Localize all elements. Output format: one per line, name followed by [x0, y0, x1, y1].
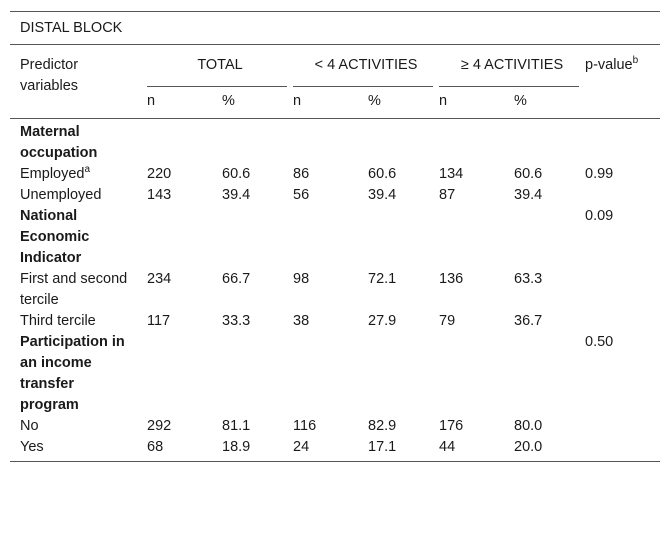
cell-lt4-n: 98 [293, 271, 310, 287]
cell-pvalue: 0.99 [585, 166, 614, 182]
header-predictor [10, 45, 147, 118]
row-label-cell [10, 269, 147, 311]
cell-ge4-n: 134 [439, 166, 464, 182]
row-label-cell [10, 437, 147, 461]
header-row-groups [10, 45, 660, 87]
table-body [10, 119, 660, 462]
table-row [10, 311, 660, 332]
header-lt4-n: n [293, 93, 302, 109]
row-label-cell [10, 416, 147, 437]
section-title: Maternal occupation [20, 124, 98, 161]
data-table [10, 11, 660, 462]
table-caption: DISTAL BLOCK [10, 12, 660, 45]
cell-total-n: 143 [147, 187, 172, 203]
header-lt4-underline [293, 76, 433, 87]
cell-lt4-n: 116 [293, 418, 317, 434]
cell-total-n: 234 [147, 271, 172, 287]
cell-lt4-n: 86 [293, 166, 310, 182]
header-total-underline [147, 76, 287, 87]
cell-total-n: 68 [147, 439, 164, 455]
cell-total-pct: 81.1 [222, 418, 251, 434]
section-row [10, 119, 660, 165]
header-total-n: n [147, 93, 156, 109]
cell-total-n: 117 [147, 313, 171, 329]
table-grid [10, 45, 660, 461]
cell-lt4-pct: 39.4 [368, 187, 397, 203]
section-row [10, 206, 660, 269]
row-label: First and second tercile [20, 271, 128, 308]
section-row [10, 332, 660, 416]
header-predictor-label: Predictor variables [20, 57, 79, 94]
cell-lt4-pct: 72.1 [368, 271, 397, 287]
cell-lt4-n: 38 [293, 313, 310, 329]
cell-lt4-pct: 82.9 [368, 418, 397, 434]
section-title: National Economic Indicator [20, 208, 90, 266]
section-spacer [147, 119, 585, 165]
header-ge4-n: n [439, 93, 448, 109]
cell-total-pct: 60.6 [222, 166, 251, 182]
cell-ge4-n: 87 [439, 187, 456, 203]
header-ge4-underline [439, 76, 579, 87]
cell-lt4-pct: 60.6 [368, 166, 397, 182]
cell-ge4-n: 79 [439, 313, 456, 329]
cell-ge4-pct: 63.3 [514, 271, 543, 287]
section-pvalue: 0.50 [585, 334, 614, 350]
cell-pvalue [585, 185, 660, 206]
cell-total-pct: 18.9 [222, 439, 251, 455]
header-total-pct: % [222, 93, 235, 109]
cell-total-n: 292 [147, 418, 172, 434]
table-row [10, 416, 660, 437]
cell-lt4-pct: 27.9 [368, 313, 397, 329]
table-row [10, 185, 660, 206]
table-row [10, 164, 660, 185]
cell-pvalue [585, 269, 660, 311]
section-pvalue: 0.09 [585, 208, 614, 224]
section-spacer [147, 206, 585, 269]
header-ge4 [439, 45, 585, 87]
row-label: Third tercile [20, 313, 96, 329]
cell-ge4-n: 176 [439, 418, 464, 434]
header-ge4-label: ≥ 4 ACTIVITIES [460, 57, 564, 73]
row-label: Yes [20, 439, 44, 455]
header-total-label: TOTAL [197, 57, 243, 73]
cell-ge4-n: 44 [439, 439, 456, 455]
row-label-cell [10, 164, 147, 185]
header-pvalue-label: p-value [585, 57, 633, 73]
table-row [10, 269, 660, 311]
table-row [10, 437, 660, 461]
row-label-cell [10, 311, 147, 332]
header-total [147, 45, 293, 87]
cell-lt4-n: 24 [293, 439, 310, 455]
section-pvalue [585, 119, 660, 165]
row-label: No [20, 418, 39, 434]
section-spacer [147, 332, 585, 416]
header-pvalue [585, 45, 660, 118]
row-label-footnote: a [84, 164, 91, 176]
cell-ge4-n: 136 [439, 271, 464, 287]
row-label-cell [10, 185, 147, 206]
cell-ge4-pct: 36.7 [514, 313, 543, 329]
header-ge4-pct: % [514, 93, 527, 109]
cell-pvalue [585, 437, 660, 461]
section-title: Participation in an income transfer program [20, 334, 125, 413]
cell-pvalue [585, 416, 660, 437]
cell-pvalue [585, 311, 660, 332]
header-lt4-label: < 4 ACTIVITIES [314, 57, 418, 73]
cell-total-pct: 66.7 [222, 271, 251, 287]
cell-ge4-pct: 80.0 [514, 418, 543, 434]
row-label: Employed [20, 166, 85, 182]
header-pvalue-footnote: b [632, 55, 639, 67]
cell-total-pct: 39.4 [222, 187, 251, 203]
cell-ge4-pct: 20.0 [514, 439, 543, 455]
cell-ge4-pct: 39.4 [514, 187, 543, 203]
cell-lt4-pct: 17.1 [368, 439, 397, 455]
header-lt4 [293, 45, 439, 87]
cell-lt4-n: 56 [293, 187, 310, 203]
cell-ge4-pct: 60.6 [514, 166, 543, 182]
row-label: Unemployed [20, 187, 102, 203]
cell-total-pct: 33.3 [222, 313, 251, 329]
header-lt4-pct: % [368, 93, 381, 109]
cell-total-n: 220 [147, 166, 172, 182]
